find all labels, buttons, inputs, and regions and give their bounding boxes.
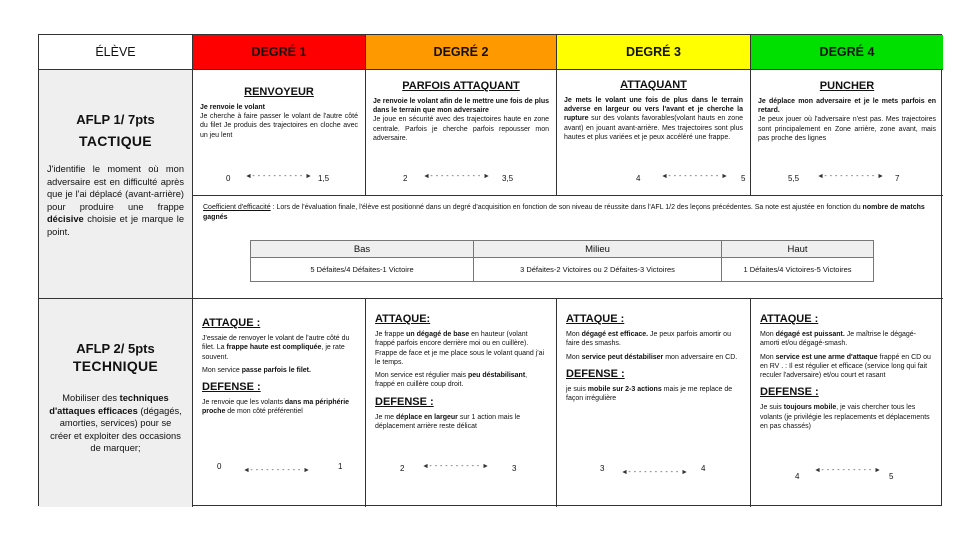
degre4-tactique-text <box>758 97 936 143</box>
attaque-text-1 <box>566 330 741 349</box>
attaque-2c: mon adversaire en CD. <box>663 353 738 361</box>
aflp1-text-bold: décisive <box>47 214 84 224</box>
coef-col-milieu: Milieu <box>474 241 722 258</box>
degre3-technique-cell <box>557 299 751 507</box>
aflp1-cell <box>39 70 193 299</box>
attaque-title: ATTAQUE: <box>375 313 431 325</box>
degre4-body: Je peux jouer où l'adversaire n'est pas. Mes trajectoires sont principalement en Zone arrière, zone avant, mais pas proche des lignes <box>758 116 936 142</box>
degre4-tactique-cell <box>751 70 943 196</box>
attaque-1a: J'essaie de renvoyer le volant de l'autre côté du filet. La <box>202 335 350 352</box>
coef-col-haut: Haut <box>722 241 874 258</box>
scale-high: 3,5 <box>502 174 514 183</box>
attaque-title: ATTAQUE : <box>566 313 625 325</box>
defense-title: DEFENSE : <box>760 386 819 399</box>
attaque-title: ATTAQUE : <box>202 317 261 329</box>
scale-arrow-icon: ◄- - - - - - - - - - ► <box>814 467 882 474</box>
attaque-2a: Mon service est régulier mais <box>375 372 468 380</box>
coefficient-cell <box>193 196 943 299</box>
defense-b: déplace en largeur <box>396 413 458 421</box>
degre1-tactique-text <box>200 103 358 140</box>
degre1-tactique-scale <box>193 173 365 187</box>
attaque-1b: dégagé est puissant. <box>775 331 845 338</box>
degre4-technique-cell <box>751 299 943 507</box>
degre4-tactique-title: PUNCHER <box>819 80 875 92</box>
attaque-2b: service est une arme d'attaque <box>775 353 878 361</box>
header-degre-4: DEGRÉ 4 <box>751 35 943 70</box>
aflp1-text-b: choisie et je marque le point. <box>47 214 184 237</box>
aflp2-title: AFLP 2/ 5pts <box>76 341 155 356</box>
scale-high: 1,5 <box>318 174 330 183</box>
defense-a: Je me <box>375 413 397 421</box>
header-degre-3: DEGRÉ 3 <box>557 35 751 70</box>
attaque-2b: passe parfois le filet. <box>241 366 311 374</box>
attaque-1b: un dégagé de base <box>406 331 470 338</box>
degre2-technique-cell <box>366 299 557 507</box>
defense-title: DEFENSE : <box>375 395 434 408</box>
scale-high: 5 <box>741 174 746 183</box>
attaque-text-2 <box>760 353 934 381</box>
degre3-tactique-title: ATTAQUANT <box>620 79 687 91</box>
scale-high: 4 <box>701 464 706 473</box>
aflp2-subtitle: TECHNIQUE <box>72 358 159 374</box>
coefficient-table <box>250 240 874 282</box>
attaque-1b: frappe haute est compliquée <box>226 344 322 352</box>
aflp1-subtitle: TACTIQUE <box>79 133 152 149</box>
degre4-lead: Je déplace mon adversaire et je le mets parfois en retard. <box>758 98 936 115</box>
scale-low: 0 <box>226 174 231 183</box>
attaque-2c: , frappé en cuillère coup droit. <box>375 372 528 389</box>
degre3-tactique-scale <box>557 173 750 187</box>
scale-low: 5,5 <box>788 174 800 183</box>
degre2-tactique-title: PARFOIS ATTAQUANT <box>402 80 520 92</box>
degre2-tactique-text <box>373 97 549 143</box>
attaque-2a: Mon <box>760 353 776 361</box>
scale-high: 5 <box>889 472 894 481</box>
scale-high: 7 <box>895 174 900 183</box>
coef-value-haut: 1 Défaites/4 Victoires-5 Victoires <box>722 258 874 282</box>
scale-arrow-icon: ◄- - - - - - - - - - ► <box>245 173 313 180</box>
defense-text <box>375 413 547 432</box>
defense-text <box>202 398 356 417</box>
defense-c: mais je me replace de façon irrégulière <box>566 385 733 403</box>
defense-title: DEFENSE : <box>566 367 625 380</box>
degre1-body: Je cherche à faire passer le volant de l'autre côté du filet Je produis des trajectoires en cloche avec un jeu lent <box>200 113 358 139</box>
attaque-2a: Mon service <box>202 366 242 374</box>
scale-arrow-icon: ◄- - - - - - - - - - ► <box>817 173 885 180</box>
degre3-body: sur des volants favorables(volant hauts en zone avant) en jouant avant-arrière. Mes trajectoires sont plus hautes et plus variées et je peux accéléré une frappe. <box>564 115 743 141</box>
attaque-2b: peu déstabilisant <box>467 372 526 380</box>
attaque-1c: , je rate souvent. <box>202 344 345 361</box>
degre2-technique-scale <box>366 463 556 477</box>
attaque-text-1 <box>375 330 547 367</box>
attaque-1b: dégagé est efficace. <box>581 331 649 338</box>
defense-c: sur 1 action mais le déplacement arrière reste délicat <box>375 413 521 431</box>
degre2-body: Je joue en sécurité avec des trajectoires haute en zone centrale. Parfois je cherche parfois repousser mon adversaire. <box>373 116 549 142</box>
defense-text <box>760 403 934 431</box>
aflp1-title: AFLP 1/ 7pts <box>76 112 155 127</box>
attaque-text-1 <box>760 330 934 349</box>
coefficient-text <box>203 203 933 222</box>
aflp1-text-a: J'identifie le moment où mon adversaire est en difficulté après que je l'ai déplacé (avant-arrière) pour produire une frappe <box>47 164 184 212</box>
scale-arrow-icon: ◄- - - - - - - - - - ► <box>621 469 689 476</box>
defense-a: Je renvoie que les volants <box>202 399 285 407</box>
degre1-technique-scale <box>193 461 365 475</box>
attaque-1a: Mon <box>760 331 776 338</box>
scale-low: 2 <box>403 174 408 183</box>
aflp2-text-bold: techniques d'attaques efficaces <box>49 393 169 416</box>
defense-b: mobile sur 2-3 actions <box>587 385 662 393</box>
scale-arrow-icon: ◄- - - - - - - - - - ► <box>661 173 729 180</box>
header-eleve: ÉLÈVE <box>39 35 193 70</box>
degre1-technique-cell <box>193 299 366 507</box>
degre4-technique-scale <box>751 467 943 485</box>
degre3-tactique-text <box>564 96 743 142</box>
defense-title: DEFENSE : <box>202 381 261 394</box>
attaque-2a: Mon <box>566 353 582 361</box>
degre3-lead: Je mets le volant une fois de plus dans le terrain adverse en largeur ou vers l'avant et je cherche la rupture <box>564 97 743 123</box>
defense-c: , je vais chercher tous les volants (je privilégie les replacements et déplacements en pas chassés) <box>760 404 930 431</box>
attaque-text-2 <box>202 366 356 375</box>
defense-text <box>566 385 741 404</box>
coefficient-body: : Lors de l'évaluation finale, l'élève est positionné dans un degré d'acquisition en fonction de son niveau de réussite dans l'AFL 1/2 des leçons précédentes. Sa note est ajustée en fonction du <box>270 204 863 211</box>
attaque-text-2 <box>375 371 547 390</box>
attaque-text-1 <box>202 334 356 362</box>
attaque-1c: Je maîtrise le dégagé-amorti et/ou dégagé-smash. <box>760 331 917 348</box>
header-degre-2: DEGRÉ 2 <box>366 35 557 70</box>
attaque-2c: frappé en CD ou en RV . : Il est régulier et efficace (service long qui fait reculer l'adversaire) et/ou court et rasant <box>760 353 931 380</box>
attaque-2b: service peut déstabiliser <box>581 353 664 361</box>
coefficient-label: Coefficient d'efficacité <box>203 204 271 211</box>
scale-low: 4 <box>636 174 641 183</box>
attaque-1a: Mon <box>566 331 582 338</box>
degre1-lead: Je renvoie le volant <box>200 104 265 111</box>
evaluation-grid <box>38 34 942 506</box>
degre2-tactique-scale <box>366 173 556 187</box>
degre2-tactique-cell <box>366 70 557 196</box>
defense-b: dans ma périphérie proche <box>202 399 350 416</box>
header-degre-1: DEGRÉ 1 <box>193 35 366 70</box>
aflp2-text-a: Mobiliser des <box>62 393 120 403</box>
attaque-1c: en hauteur (volant frappé parfois encore derrière moi ou en cuillère). Frappe de face et je me place sous le volant quand j'ai le temps. <box>375 331 545 366</box>
scale-low: 2 <box>400 464 405 473</box>
attaque-title: ATTAQUE : <box>760 313 819 325</box>
aflp2-cell <box>39 299 193 507</box>
degre4-tactique-scale <box>751 173 943 187</box>
scale-arrow-icon: ◄- - - - - - - - - - ► <box>423 173 491 180</box>
defense-c: de mon côté préférentiel <box>225 408 303 416</box>
scale-high: 1 <box>338 462 343 471</box>
scale-arrow-icon: ◄- - - - - - - - - - ► <box>422 463 490 470</box>
attaque-1c: Je peux parfois amortir ou faire des smashs. <box>566 331 731 348</box>
aflp1-description <box>47 163 184 238</box>
degre3-tactique-cell <box>557 70 751 196</box>
degre1-tactique-title: RENVOYEUR <box>244 86 314 98</box>
aflp2-description <box>49 392 182 455</box>
aflp2-text-b: (dégagés, amorties, services) pour se créer et exploiter des occasions de marquer; <box>50 405 182 453</box>
scale-high: 3 <box>512 464 517 473</box>
scale-arrow-icon: ◄- - - - - - - - - - ► <box>243 467 311 474</box>
coef-col-bas: Bas <box>251 241 474 258</box>
scale-low: 0 <box>217 462 222 471</box>
scale-low: 4 <box>795 472 800 481</box>
scale-low: 3 <box>600 464 605 473</box>
defense-a: Je suis <box>760 404 784 412</box>
coefficient-bold: nombre de matchs gagnés <box>203 204 925 221</box>
coef-value-bas: 5 Défaites/4 Défaites-1 Victoire <box>251 258 474 282</box>
degre1-tactique-cell <box>193 70 366 196</box>
coef-value-milieu: 3 Défaites-2 Victoires ou 2 Défaites-3 Victoires <box>474 258 722 282</box>
attaque-text-2 <box>566 353 741 362</box>
attaque-1a: Je frappe <box>375 331 407 338</box>
degre2-lead: Je renvoie le volant afin de le mettre une fois de plus dans le terrain que mon adversaire <box>373 98 549 115</box>
defense-b: toujours mobile <box>783 404 837 412</box>
defense-a: je suis <box>566 385 588 393</box>
degre3-technique-scale <box>557 463 750 477</box>
